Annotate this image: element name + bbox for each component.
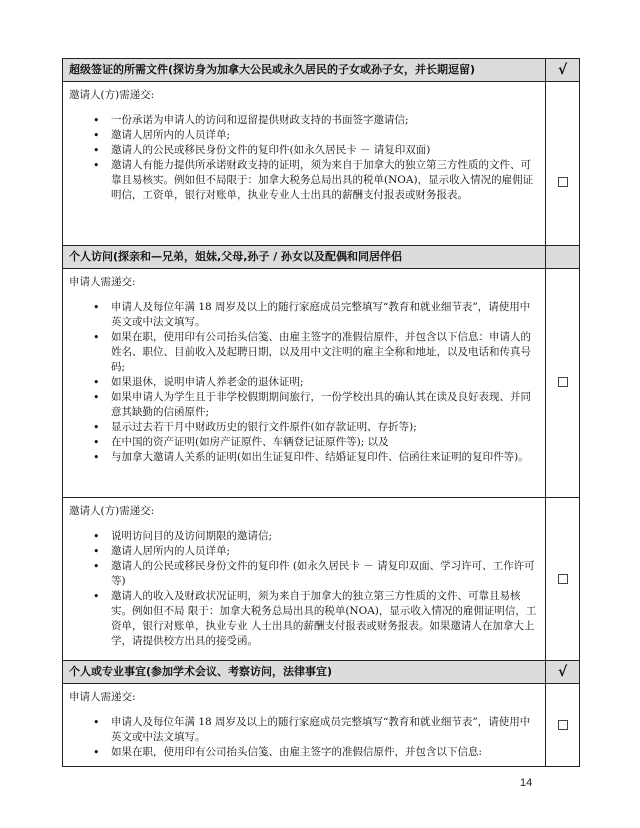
checkbox-cell — [546, 269, 580, 498]
check-cell — [546, 246, 580, 269]
list-item: • 在中国的资产证明(如房产证原件、车辆登记证原件等); 以及 — [111, 435, 539, 450]
block-intro: 申请人需递交: — [69, 276, 136, 288]
block-intro: 邀请人(方)需递交: — [69, 89, 155, 101]
list-item: • 显示过去若干月中财政历史的银行文件原件(如存款证明、存折等); — [111, 420, 539, 435]
requirement-list — [63, 113, 545, 203]
list-item: • 与加拿大邀请人关系的证明(如出生证复印件、结婚证复印件、信函往来证明的复印件等)。 — [111, 450, 539, 465]
checkbox[interactable] — [558, 574, 568, 584]
list-item: • 邀请人的收入及财政状况证明，须为来自于加拿大的独立第三方性质的文件、可靠且易核实。例如但不局 限于：加拿大税务总局出具的税单(NOA)，显示收入情况的雇佣证明信，工资单，银行对账单，执业专业 人士出具的薪酬支付报表或财务报表。如果邀请人在加拿大上学，请提供校方出具的接受函。 — [111, 589, 539, 649]
section-header-professional — [63, 661, 580, 684]
checkbox[interactable] — [558, 720, 568, 730]
requirements-table — [62, 58, 580, 767]
list-item: • 申请人及每位年满 18 周岁及以上的随行家庭成员完整填写“教育和就业细节表”，请使用中英文或中法文填写。 — [111, 300, 539, 330]
section-row — [63, 269, 580, 498]
check-mark: √ — [546, 661, 580, 684]
list-item: • 说明访问目的及访问期限的邀请信; — [111, 529, 539, 544]
requirement-list — [63, 715, 545, 760]
list-item: • 邀请人有能力提供所承诺财政支持的证明，须为来自于加拿大的独立第三方性质的文件、可靠且易核实。例如但不局限于：加拿大税务总局出具的税单(NOA)，显示收入情况的雇佣证明信，工资单，银行对账单，执业专业人士出具的薪酬支付报表或财务报表。 — [111, 158, 539, 203]
section-row — [63, 498, 580, 661]
section-row — [63, 684, 580, 767]
list-item: • 如果在职，使用印有公司抬头信笺、由雇主签字的准假信原件，并包含以下信息: — [111, 745, 539, 760]
checkbox-cell — [546, 82, 580, 246]
section-title: 个人访问(探亲和—兄弟，姐妹,父母,孙子 / 孙女以及配偶和同居伴侣 — [69, 250, 403, 263]
list-item: • 邀请人的公民或移民身份文件的复印件 (如永久居民卡 － 请复印双面、学习许可、工作许可等) — [111, 559, 539, 589]
section-title: 超级签证的所需文件(探访身为加拿大公民或永久居民的子女或孙子女，并长期逗留) — [69, 63, 476, 76]
section-header-personal-visit — [63, 246, 580, 269]
list-item: • 一份承诺为申请人的访问和逗留提供财政支持的书面签字邀请信; — [111, 113, 539, 128]
list-item: • 如果退休，说明申请人养老金的退休证明; — [111, 375, 539, 390]
list-item: • 如果在职，使用印有公司抬头信笺、由雇主签字的准假信原件，并包含以下信息：申请人的姓名、职位、目前收入及起聘日期，以及用中文注明的雇主全称和地址，以及电话和传真号码; — [111, 330, 539, 375]
section-header-super-visa — [63, 59, 580, 82]
checkbox[interactable] — [558, 177, 568, 187]
page-number: 14 — [520, 777, 533, 789]
requirement-list — [63, 529, 545, 649]
list-item: • 申请人及每位年满 18 周岁及以上的随行家庭成员完整填写“教育和就业细节表”，请使用中英文或中法文填写。 — [111, 715, 539, 745]
list-item: • 邀请人居所内的人员详单; — [111, 544, 539, 559]
list-item: • 邀请人居所内的人员详单; — [111, 128, 539, 143]
requirement-list — [63, 300, 545, 465]
list-item: • 如果申请人为学生且于非学校假期期间旅行，一份学校出具的确认其在读及良好表现、并同意其缺勤的信函原件; — [111, 390, 539, 420]
checkbox[interactable] — [558, 377, 568, 387]
check-mark: √ — [546, 59, 580, 82]
checkbox-cell — [546, 498, 580, 661]
list-item: • 邀请人的公民或移民身份文件的复印件(如永久居民卡 － 请复印双面) — [111, 143, 539, 158]
block-intro: 申请人需递交: — [69, 691, 136, 703]
section-title: 个人或专业事宜(参加学术会议、考察访问，法律事宜) — [69, 665, 333, 678]
checkbox-cell — [546, 684, 580, 767]
section-row — [63, 82, 580, 246]
block-intro: 邀请人(方)需递交: — [69, 505, 155, 517]
